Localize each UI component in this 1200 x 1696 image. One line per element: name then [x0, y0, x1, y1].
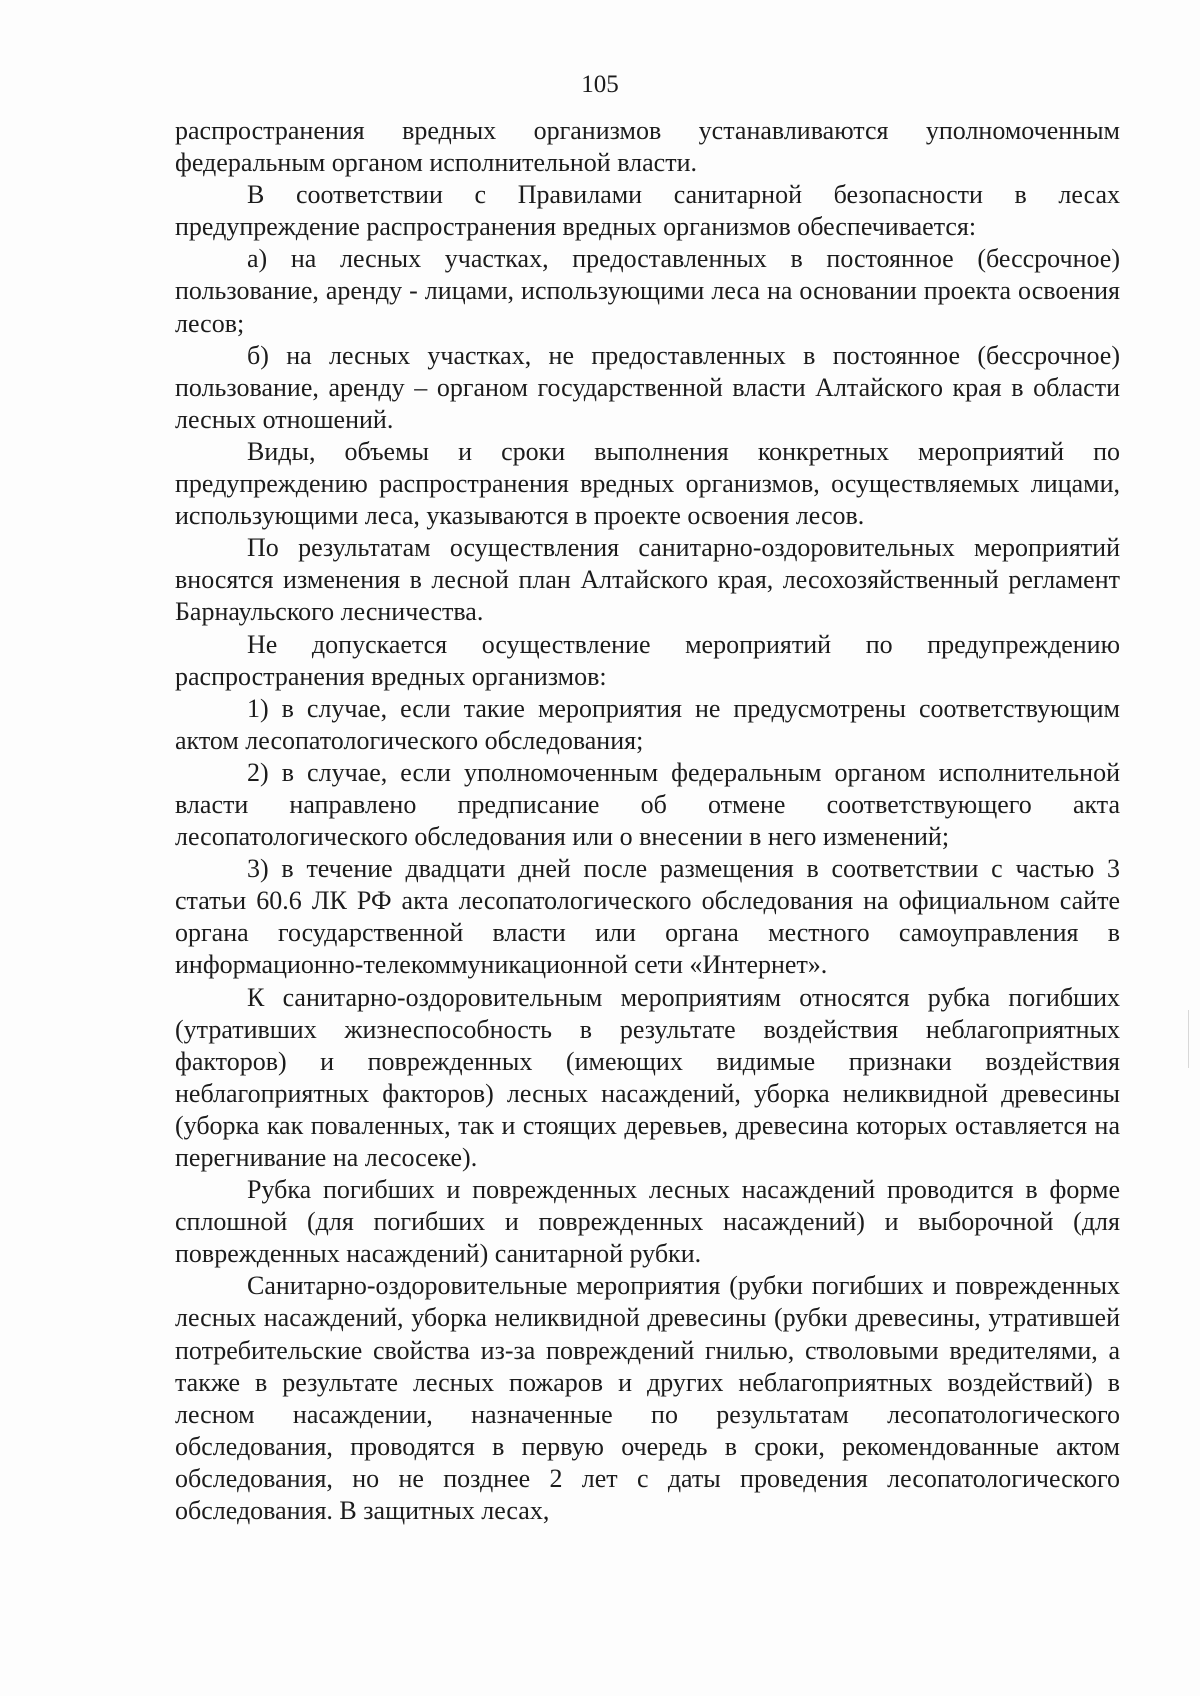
- list-item-2: 2) в случае, если уполномоченным федеральным органом исполнительной власти направлено предписание об отмене соответствующего акта лесопатологического обследования или о внесении в него изменений;: [175, 757, 1120, 852]
- list-item-3: 3) в течение двадцати дней после размещения в соответствии с частью 3 статьи 60.6 ЛК РФ акта лесопатологического обследования на официальном сайте органа государственной власти или органа местного самоуправления в информационно-телекоммуникационной сети «Интернет».: [175, 854, 1120, 980]
- paragraph-not-allowed: Не допускается осуществление мероприятий по предупреждению распространения вредных организмов:: [175, 629, 1120, 691]
- paragraph-continuation: распространения вредных организмов устанавливаются уполномоченным федеральным органом исполнительной власти.: [175, 116, 1120, 178]
- paragraph-sanitary-rules: В соответствии с Правилами санитарной безопасности в лесах предупреждение распространения вредных организмов обеспечивается:: [175, 180, 1120, 242]
- list-item-b: б) на лесных участках, не предоставленных в постоянное (бессрочное) пользование, аренду – органом государственной власти Алтайского края в области лесных отношений.: [175, 340, 1120, 434]
- list-item-1: 1) в случае, если такие мероприятия не предусмотрены соответствующим актом лесопатологического обследования;: [175, 693, 1120, 755]
- list-item-a: а) на лесных участках, предоставленных в постоянное (бессрочное) пользование, аренду - лицами, использующими леса на основании проекта освоения лесов;: [175, 244, 1120, 338]
- paragraph-results: По результатам осуществления санитарно-оздоровительных мероприятий вносятся изменения в лесной план Алтайского края, лесохозяйственный регламент Барнаульского лесничества.: [175, 533, 1120, 627]
- page-number: 105: [581, 71, 619, 98]
- paragraph-sanitary-measures: Санитарно-оздоровительные мероприятия (рубки погибших и поврежденных лесных насаждений, уборка неликвидной древесины (рубки древесины, утратившей потребительские свойства из-за повреждений гнилью, стволовыми вредителями, а также в результате лесных пожаров и других неблагоприятных воздействий) в лесном насаждении, назначенные по результатам лесопатологического обследования, проводятся в первую очередь в сроки, рекомендованные актом обследования, но не позднее 2 лет с даты проведения лесопатологического обследования. В защитных лесах,: [175, 1271, 1120, 1526]
- document-body: [175, 115, 1120, 1527]
- paragraph-measures: К санитарно-оздоровительным мероприятиям относятся рубка погибших (утративших жизнеспособность в результате воздействия неблагоприятных факторов) и поврежденных (имеющих видимые признаки воздействия неблагоприятных факторов) лесных насаждений, уборка неликвидной древесины (уборка как поваленных, так и стоящих деревьев, древесина которых оставляется на перегнивание на лесосеке).: [175, 982, 1120, 1172]
- paragraph-types-volumes: Виды, объемы и сроки выполнения конкретных мероприятий по предупреждению распространения вредных организмов, осуществляемых лицами, использующими леса, указываются в проекте освоения лесов.: [175, 436, 1120, 531]
- paragraph-felling: Рубка погибших и поврежденных лесных насаждений проводится в форме сплошной (для погибших и поврежденных насаждений) и выборочной (для поврежденных насаждений) санитарной рубки.: [175, 1175, 1120, 1269]
- scan-edge-mark: [1188, 1010, 1189, 1068]
